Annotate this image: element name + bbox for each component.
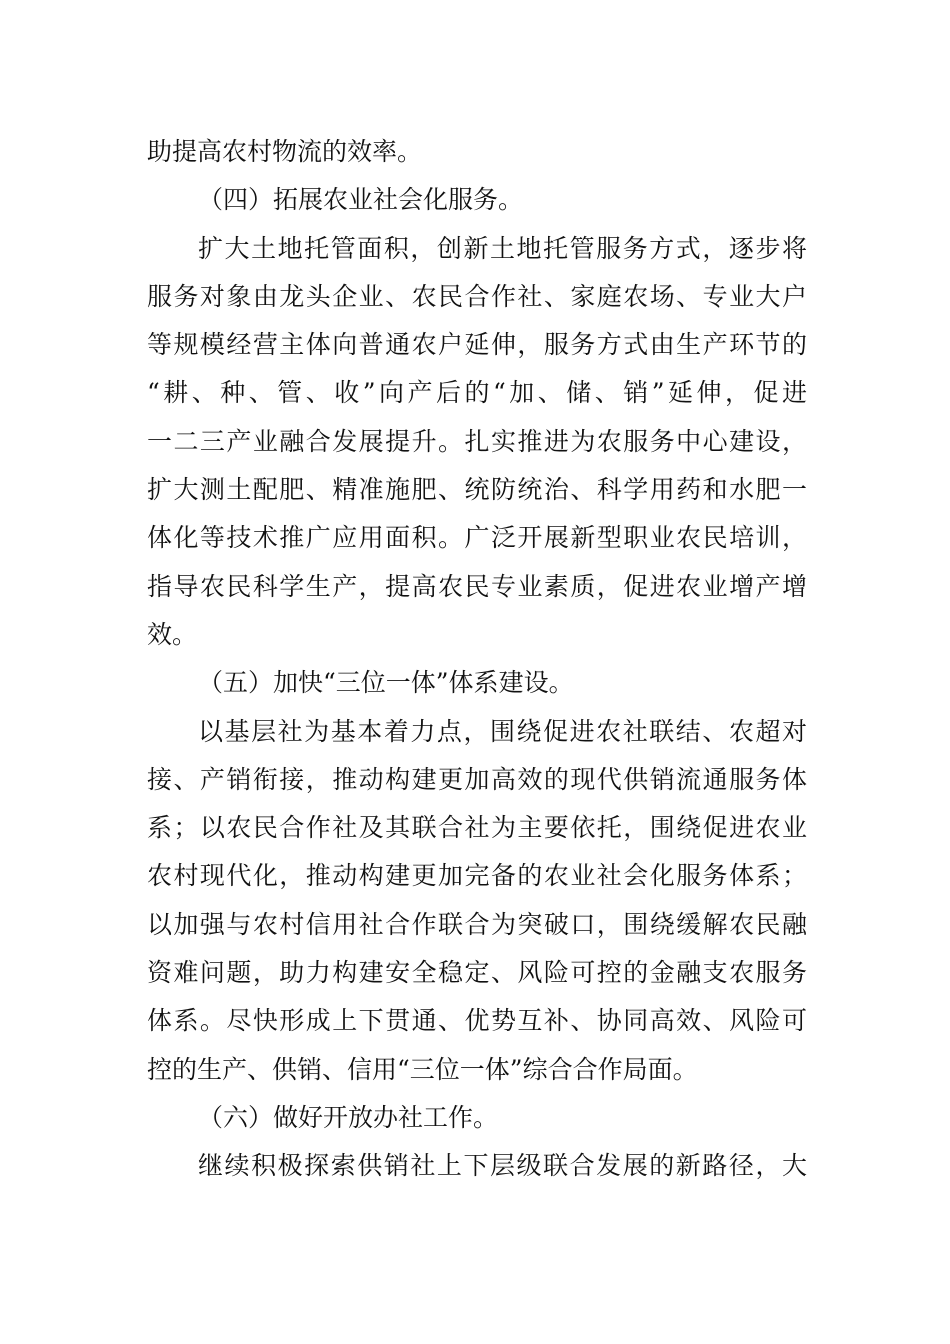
paragraph-line: 接、产销衔接，推动构建更加高效的现代供销流通服务体 <box>147 764 807 794</box>
paragraph-line: 扩大土地托管面积，创新土地托管服务方式，逐步将 <box>198 233 807 263</box>
paragraph-line: 以基层社为基本着力点，围绕促进农社联结、农超对 <box>198 716 807 746</box>
paragraph-line: 体系。尽快形成上下贯通、优势互补、协同高效、风险可 <box>147 1006 807 1036</box>
paragraph-line: 一二三产业融合发展提升。扎实推进为农服务中心建设， <box>147 426 807 456</box>
paragraph-line: 指导农民科学生产，提高农民专业素质，促进农业增产增 <box>147 571 807 601</box>
paragraph-line: 继续积极探索供销社上下层级联合发展的新路径，大 <box>198 1151 807 1181</box>
paragraph-line: 体化等技术推广应用面积。广泛开展新型职业农民培训， <box>147 523 807 553</box>
paragraph-line: “耕、种、管、收”向产后的“加、储、销”延伸，促进 <box>147 378 807 408</box>
section-heading: （五）加快“三位一体”体系建设。 <box>198 668 574 698</box>
paragraph-line: 资难问题，助力构建安全稳定、风险可控的金融支农服务 <box>147 958 807 988</box>
paragraph-line: 以加强与农村信用社合作联合为突破口，围绕缓解农民融 <box>147 909 807 939</box>
document-page <box>147 128 807 1191</box>
paragraph-line: 控的生产、供销、信用“三位一体”综合合作局面。 <box>147 1054 698 1084</box>
paragraph-line: 助提高农村物流的效率。 <box>147 137 423 166</box>
paragraph-line: 等规模经营主体向普通农户延伸，服务方式由生产环节的 <box>147 330 807 360</box>
section-heading: （六）做好开放办社工作。 <box>198 1102 499 1132</box>
paragraph-line: 系；以农民合作社及其联合社为主要依托，围绕促进农业 <box>147 813 807 843</box>
paragraph-line: 扩大测土配肥、精准施肥、统防统治、科学用药和水肥一 <box>147 475 807 505</box>
paragraph-line: 农村现代化，推动构建更加完备的农业社会化服务体系； <box>147 861 807 891</box>
paragraph-line: 服务对象由龙头企业、农民合作社、家庭农场、专业大户 <box>147 281 807 311</box>
paragraph-line: 效。 <box>147 619 198 649</box>
section-heading: （四）拓展农业社会化服务。 <box>198 185 524 215</box>
